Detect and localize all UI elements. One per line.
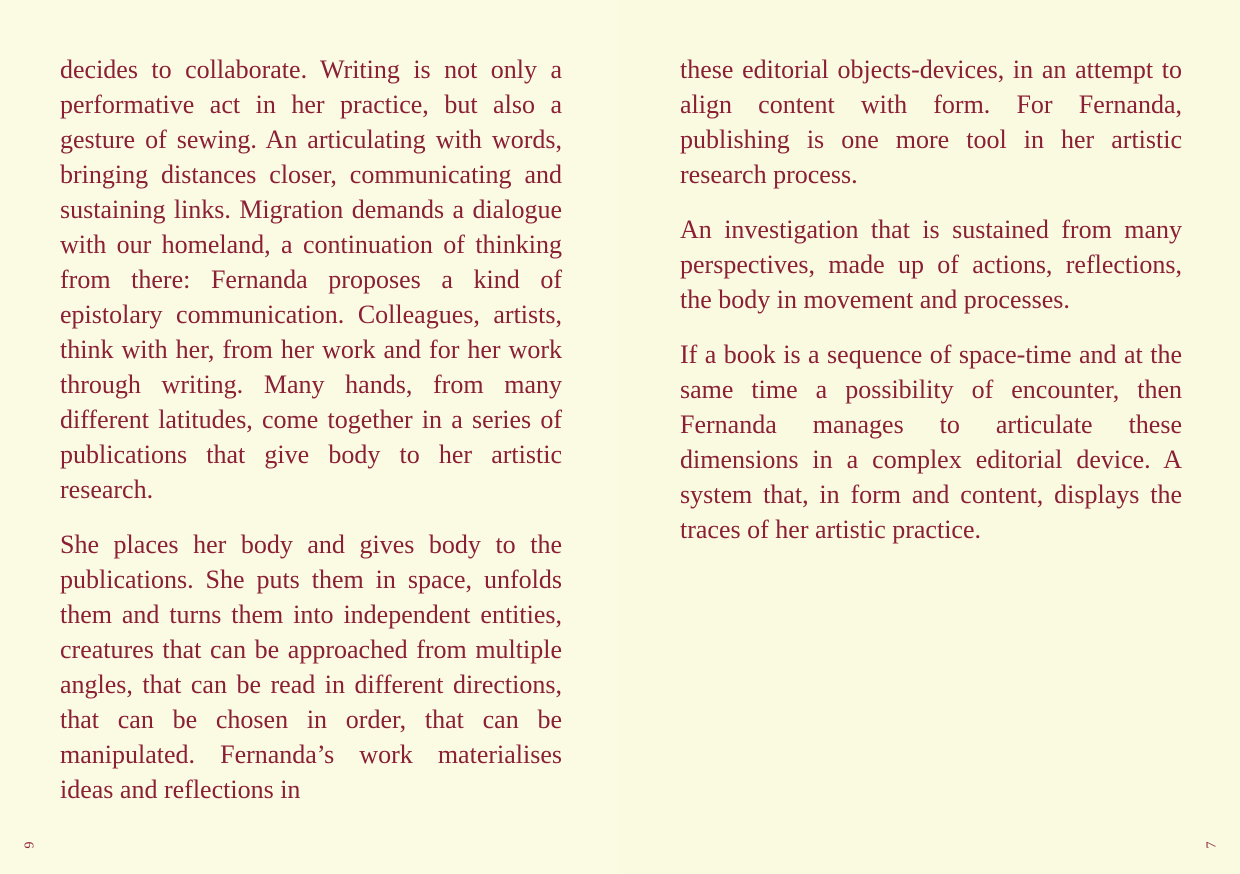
right-text-column — [680, 52, 1182, 567]
paragraph: these editorial objects-devices, in an attempt to align content with form. For Fernanda, publishing is one more tool in her artistic research process. — [680, 55, 1182, 189]
paragraph: If a book is a sequence of space-time and at the same time a possibility of encounter, then Fernanda manages to articulate these dimensions in a complex editorial device. A system that, in form and content, displays the traces of her artistic practice. — [680, 340, 1182, 544]
left-text-column — [60, 52, 562, 827]
page-number-left: 6 — [20, 841, 36, 849]
right-page — [620, 0, 1240, 874]
paragraph: She places her body and gives body to the publications. She puts them in space, unfolds them and turns them into independent entities, creatures that can be approached from multiple angles, that can be read in different directions, that can be chosen in order, that can be manipulated. Fernanda’s work materialises ideas and reflections in — [60, 530, 562, 804]
paragraph: decides to collaborate. Writing is not only a performative act in her practice, but also a gesture of sewing. An articulating with words, bringing distances closer, communicating and sustaining links. Migration demands a dialogue with our homeland, a continuation of thinking from there: Fernanda proposes a kind of epistolary communication. Colleagues, artists, think with her, from her work and for her work through writing. Many hands, from many different latitudes, come together in a series of publications that give body to her artistic research. — [60, 55, 562, 504]
paragraph: An investigation that is sustained from many perspectives, made up of actions, reflections, the body in movement and processes. — [680, 215, 1182, 314]
page-number-right: 7 — [1204, 841, 1220, 849]
